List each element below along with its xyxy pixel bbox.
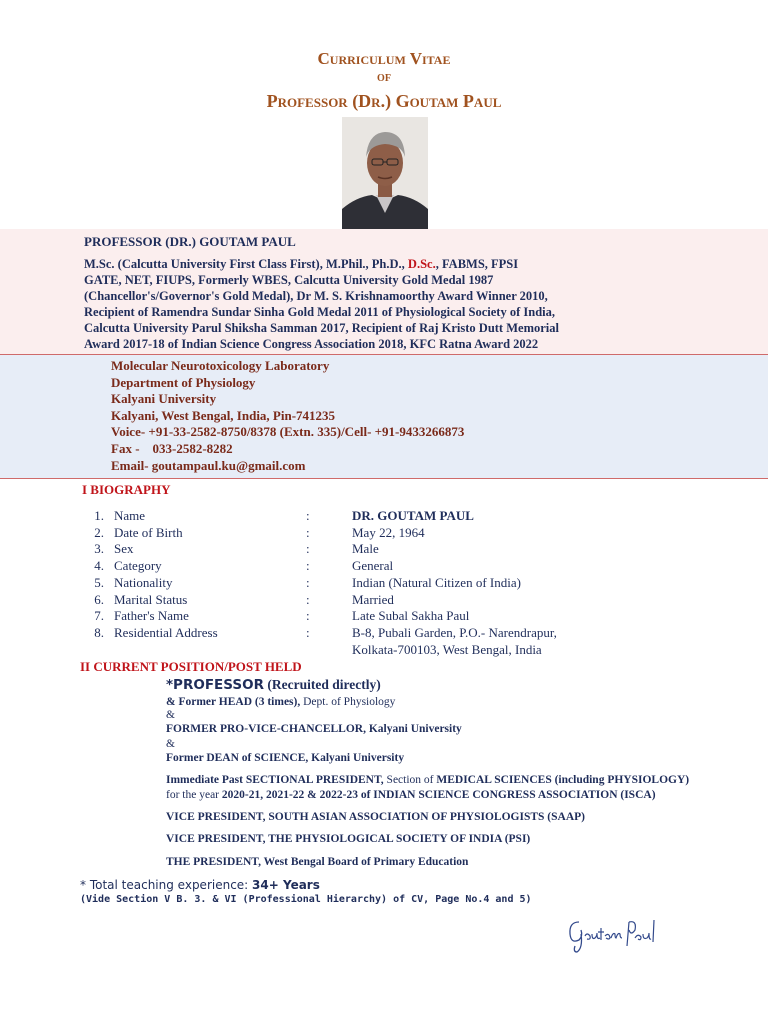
position-former-head [166,696,395,708]
row-value: B-8, Pubali Garden, P.O.- Narendrapur, [352,624,557,640]
row-label: Nationality [114,574,173,590]
city-line: Kalyani, West Bengal, India, Pin-741235 [111,407,336,423]
row-value: Indian (Natural Citizen of India) [352,574,521,590]
profile-name-heading: PROFESSOR (DR.) GOUTAM PAUL [84,234,296,249]
row-number: 6. [94,591,104,607]
position-year [166,789,656,801]
qual-degrees: M.Sc. (Calcutta University First Class First), M.Phil., Ph.D., [84,257,408,271]
row-value: Married [352,591,394,607]
qualifications-line: Recipient of Ramendra Sundar Sinha Gold Medal 2011 of Physiological Society of India, [84,305,555,319]
row-colon: : [306,541,310,557]
row-label: Sex [114,541,134,557]
position-saap: VICE PRESIDENT, SOUTH ASIAN ASSOCIATION OF PHYSIOLOGISTS (SAAP) [166,811,585,823]
biography-heading: I BIOGRAPHY [82,482,171,497]
cv-title-of: of [377,70,391,85]
row-number: 5. [94,574,104,590]
row-label: Date of Birth [114,524,183,540]
row-value: Late Subal Sakha Paul [352,608,470,624]
row-number: 3. [94,541,104,557]
qualifications-line [84,256,704,272]
position-pro-vc: FORMER PRO-VICE-CHANCELLOR, Kalyani University [166,723,462,735]
position-text: for the year [166,789,222,801]
position-psi: VICE PRESIDENT, THE PHYSIOLOGICAL SOCIETY OF INDIA (PSI) [166,833,531,845]
row-colon: : [306,624,310,640]
position-title: Immediate Past SECTIONAL PRESIDENT, [166,774,387,786]
vide-note: (Vide Section V B. 3. & VI (Professional Hierarchy) of CV, Page No.4 and 5) [80,894,532,905]
qual-fellowships: , FABMS, FPSI [435,257,519,271]
row-label: Father's Name [114,608,189,624]
email-line: Email- goutampaul.ku@gmail.com [111,457,306,473]
row-colon: : [306,558,310,574]
position-dept: Dept. of Physiology [303,696,396,708]
position-org: West Bengal Board of Primary Education [263,856,469,868]
row-label: Marital Status [114,591,188,607]
cv-title: Curriculum Vitae [317,49,451,68]
qualifications-line: Calcutta University Parul Shiksha Samman 2017, Recipient of Raj Kristo Dutt Memorial [84,321,559,335]
fax-line: Fax - 033-2582-8282 [111,440,233,456]
cv-title-name: Professor (Dr.) Goutam Paul [266,91,502,111]
position-note: (Recruited directly) [263,677,381,692]
position-title: *PROFESSOR [166,677,264,693]
position-title: & Former HEAD (3 times), [166,696,304,708]
row-colon: : [306,524,310,540]
ampersand: & [166,709,175,721]
row-value: Male [352,541,379,557]
row-colon: : [306,508,310,523]
row-label: Category [114,558,162,574]
row-value: Kolkata-700103, West Bengal, India [352,641,542,657]
teaching-label: * Total teaching experience: [80,878,253,892]
position-title: THE PRESIDENT, [166,856,264,868]
row-value: DR. GOUTAM PAUL [352,508,474,523]
position-org: of INDIAN SCIENCE CONGRESS ASSOCIATION (ISCA) [360,789,656,801]
qualifications-line: (Chancellor's/Governor's Gold Medal), Dr M. S. Krishnamoorthy Award Winner 2010, [84,289,548,303]
row-number: 4. [94,558,104,574]
position-wbbpe [166,856,468,868]
row-number: 2. [94,524,104,540]
row-number: 7. [94,608,104,624]
position-years: 2020-21, 2021-22 & 2022-23 [221,789,361,801]
row-colon: : [306,591,310,607]
row-number: 1. [94,508,104,523]
row-value: May 22, 1964 [352,524,425,540]
position-professor [166,677,381,693]
row-colon: : [306,608,310,624]
contact-address [111,358,464,474]
qual-dsc: D.Sc. [407,257,436,271]
lab-name: Molecular Neurotoxicology Laboratory [111,358,330,373]
position-text: Section of [386,774,437,786]
row-value: General [352,558,394,574]
position-heading: II CURRENT POSITION/POST HELD [80,659,302,674]
qualifications-block [84,256,704,352]
ampersand: & [166,738,175,750]
position-sectional-president [166,774,689,786]
row-number: 8. [94,624,104,640]
teaching-experience [80,878,320,892]
row-colon: : [306,574,310,590]
row-label: Name [114,508,146,523]
teaching-years: 34+ Years [252,878,320,892]
qualifications-line: GATE, NET, FIUPS, Formerly WBES, Calcutta University Gold Medal 1987 [84,273,494,287]
position-dean: Former DEAN of SCIENCE, Kalyani University [166,752,405,764]
qualifications-line: Award 2017-18 of Indian Science Congress Association 2018, KFC Ratna Award 2022 [84,337,539,351]
row-label: Residential Address [114,624,218,640]
position-section: MEDICAL SCIENCES (including PHYSIOLOGY) [436,774,690,786]
profile-photo [342,117,428,229]
signature [565,912,665,961]
voice-line: Voice- +91-33-2582-8750/8378 (Extn. 335)/Cell- +91-9433266873 [111,424,465,440]
department-name: Department of Physiology [111,374,256,390]
university-name: Kalyani University [111,391,217,407]
